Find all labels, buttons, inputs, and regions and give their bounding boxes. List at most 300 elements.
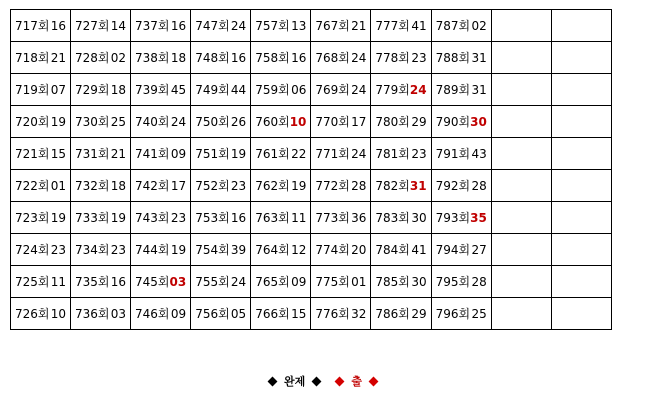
round-entry (191, 138, 250, 169)
round-entry (251, 10, 310, 41)
round-entry (432, 234, 491, 265)
round-entry (131, 106, 190, 137)
round-label: 743회 (135, 211, 170, 225)
empty-cell (491, 202, 551, 234)
table-cell (251, 266, 311, 298)
number-value: 21 (50, 50, 66, 65)
round-label: 719회 (15, 83, 50, 97)
round-label: 769회 (315, 83, 350, 97)
round-label: 741회 (135, 147, 170, 161)
number-value: 19 (230, 146, 247, 161)
round-label: 740회 (135, 115, 170, 129)
table-cell (431, 298, 491, 330)
round-entry (251, 202, 310, 233)
table-cell (131, 42, 191, 74)
number-value: 44 (230, 82, 247, 97)
table-cell (71, 170, 131, 202)
round-label: 733회 (75, 211, 110, 225)
round-label: 781회 (375, 147, 410, 161)
table-cell (11, 42, 71, 74)
number-value: 36 (351, 210, 367, 225)
number-value: 23 (50, 242, 66, 257)
number-value: 17 (351, 114, 367, 129)
round-label: 756회 (195, 307, 230, 321)
legend-label-complete: 완제 (284, 375, 306, 388)
table-cell (191, 298, 251, 330)
round-label: 758회 (255, 51, 290, 65)
empty-cell (491, 106, 551, 138)
round-label: 727회 (75, 19, 110, 33)
empty-cell (551, 10, 611, 42)
round-label: 754회 (195, 243, 230, 257)
round-label: 725회 (15, 275, 50, 289)
round-entry (131, 74, 190, 105)
table-cell (371, 234, 431, 266)
table-cell (11, 170, 71, 202)
black-diamond-icon (312, 376, 322, 386)
round-entry (251, 74, 310, 105)
table-cell (71, 106, 131, 138)
number-value: 06 (291, 82, 307, 97)
round-entry (371, 234, 430, 265)
table-cell (191, 170, 251, 202)
round-label: 789회 (435, 83, 471, 97)
round-label: 732회 (75, 179, 110, 193)
table-cell (311, 202, 371, 234)
round-entry (131, 298, 190, 329)
table-cell (131, 138, 191, 170)
round-entry (71, 170, 130, 201)
round-label: 784회 (375, 243, 410, 257)
table-cell (251, 202, 311, 234)
empty-cell (491, 298, 551, 330)
table-cell (311, 42, 371, 74)
number-value: 25 (471, 306, 487, 321)
number-value: 16 (291, 50, 307, 65)
number-value: 01 (50, 178, 66, 193)
number-value: 15 (50, 146, 66, 161)
table-cell (431, 106, 491, 138)
table-cell (71, 266, 131, 298)
round-label: 759회 (255, 83, 290, 97)
round-label: 761회 (255, 147, 290, 161)
round-label: 721회 (15, 147, 50, 161)
round-entry (71, 42, 130, 73)
number-value: 43 (471, 146, 487, 161)
round-label: 794회 (435, 243, 471, 257)
number-value: 27 (471, 242, 487, 257)
number-value: 12 (291, 242, 307, 257)
table-cell (431, 10, 491, 42)
round-entry (432, 42, 491, 73)
table-cell (311, 298, 371, 330)
round-entry (191, 10, 250, 41)
table-cell (11, 138, 71, 170)
number-value: 19 (291, 178, 307, 193)
round-label: 746회 (135, 307, 170, 321)
round-entry (191, 266, 250, 297)
number-value: 16 (110, 274, 126, 289)
number-value: 09 (291, 274, 307, 289)
number-value: 24 (230, 274, 247, 289)
table-cell (251, 42, 311, 74)
number-value: 20 (351, 242, 367, 257)
table-cell (371, 266, 431, 298)
round-entry (371, 202, 430, 233)
table-cell (11, 74, 71, 106)
round-entry (371, 74, 430, 105)
number-value: 01 (351, 274, 367, 289)
round-label: 730회 (75, 115, 110, 129)
table-row (11, 42, 612, 74)
round-entry (71, 298, 130, 329)
table-cell (311, 74, 371, 106)
round-entry (311, 202, 370, 233)
number-value: 02 (110, 50, 126, 65)
empty-cell (491, 42, 551, 74)
round-label: 739회 (135, 83, 170, 97)
number-value: 26 (230, 114, 247, 129)
table-row (11, 106, 612, 138)
round-entry (251, 42, 310, 73)
number-value: 10 (50, 306, 66, 321)
number-value: 16 (230, 210, 247, 225)
table-cell (11, 266, 71, 298)
table-cell (71, 138, 131, 170)
table-cell (11, 298, 71, 330)
round-entry (191, 298, 250, 329)
round-entry (432, 138, 491, 169)
number-value: 19 (110, 210, 126, 225)
table-row (11, 138, 612, 170)
table-cell (11, 234, 71, 266)
legend-label-out: 출 (351, 375, 362, 388)
table-row (11, 10, 612, 42)
number-value: 16 (50, 18, 66, 33)
number-value: 16 (170, 18, 187, 33)
table-cell (191, 106, 251, 138)
round-label: 734회 (75, 243, 110, 257)
empty-cell (491, 10, 551, 42)
round-entry (432, 202, 491, 233)
highlighted-number: 31 (409, 178, 427, 193)
number-grid-table (10, 9, 612, 330)
round-label: 779회 (375, 83, 410, 97)
table-row (11, 266, 612, 298)
round-label: 776회 (315, 307, 350, 321)
round-label: 778회 (375, 51, 410, 65)
number-value: 41 (411, 242, 427, 257)
round-label: 783회 (375, 211, 410, 225)
round-entry (11, 170, 70, 201)
number-value: 23 (230, 178, 247, 193)
round-entry (311, 298, 370, 329)
table-cell (71, 298, 131, 330)
round-label: 771회 (315, 147, 350, 161)
table-cell (371, 170, 431, 202)
number-value: 24 (170, 114, 187, 129)
table-row (11, 298, 612, 330)
round-label: 757회 (255, 19, 290, 33)
table-cell (71, 202, 131, 234)
table-cell (131, 202, 191, 234)
table-cell (131, 10, 191, 42)
table-cell (311, 266, 371, 298)
round-label: 796회 (435, 307, 471, 321)
number-value: 05 (230, 306, 247, 321)
table-cell (11, 10, 71, 42)
highlighted-number: 10 (289, 114, 307, 129)
round-entry (131, 170, 190, 201)
round-label: 791회 (435, 147, 471, 161)
table-row (11, 170, 612, 202)
round-label: 785회 (375, 275, 410, 289)
table-cell (311, 138, 371, 170)
number-value: 24 (351, 82, 367, 97)
round-label: 755회 (195, 275, 230, 289)
highlighted-number: 30 (470, 114, 487, 129)
table-cell (131, 170, 191, 202)
table-cell (431, 74, 491, 106)
round-entry (251, 234, 310, 265)
round-label: 738회 (135, 51, 170, 65)
table-cell (191, 42, 251, 74)
round-label: 763회 (255, 211, 290, 225)
round-entry (191, 106, 250, 137)
empty-cell (551, 202, 611, 234)
number-value: 13 (291, 18, 307, 33)
number-value: 18 (110, 178, 126, 193)
round-label: 752회 (195, 179, 230, 193)
round-label: 788회 (435, 51, 471, 65)
round-label: 728회 (75, 51, 110, 65)
round-label: 748회 (195, 51, 230, 65)
number-value: 09 (170, 306, 187, 321)
number-value: 31 (471, 82, 487, 97)
round-entry (71, 10, 130, 41)
number-value: 19 (50, 114, 66, 129)
round-entry (371, 266, 430, 297)
round-entry (11, 74, 70, 105)
number-value: 24 (351, 50, 367, 65)
round-label: 742회 (135, 179, 170, 193)
number-value: 21 (351, 18, 367, 33)
table-cell (311, 170, 371, 202)
round-entry (311, 42, 370, 73)
round-label: 722회 (15, 179, 50, 193)
round-label: 792회 (435, 179, 471, 193)
round-label: 786회 (375, 307, 410, 321)
table-cell (191, 74, 251, 106)
table-cell (371, 202, 431, 234)
round-entry (311, 106, 370, 137)
number-value: 09 (170, 146, 187, 161)
round-label: 782회 (375, 179, 410, 193)
table-cell (71, 10, 131, 42)
table-cell (191, 10, 251, 42)
red-diamond-icon (335, 376, 345, 386)
table-cell (251, 74, 311, 106)
round-entry (432, 298, 491, 329)
round-entry (71, 202, 130, 233)
round-label: 768회 (315, 51, 350, 65)
round-label: 718회 (15, 51, 50, 65)
number-value: 03 (110, 306, 126, 321)
round-label: 787회 (435, 19, 471, 33)
number-value: 29 (411, 114, 427, 129)
round-entry (11, 138, 70, 169)
empty-cell (551, 74, 611, 106)
table-cell (371, 42, 431, 74)
empty-cell (551, 138, 611, 170)
round-entry (371, 298, 430, 329)
number-value: 24 (230, 18, 247, 33)
round-entry (191, 42, 250, 73)
number-value: 31 (471, 50, 487, 65)
number-value: 23 (411, 146, 427, 161)
table-cell (131, 74, 191, 106)
table-cell (251, 234, 311, 266)
number-value: 28 (351, 178, 367, 193)
round-label: 729회 (75, 83, 110, 97)
round-entry (11, 266, 70, 297)
table-cell (71, 234, 131, 266)
number-value: 41 (411, 18, 427, 33)
table-cell (311, 106, 371, 138)
round-label: 762회 (255, 179, 290, 193)
table-cell (431, 42, 491, 74)
number-value: 19 (50, 210, 66, 225)
table-cell (371, 10, 431, 42)
round-label: 790회 (435, 115, 471, 129)
number-value: 25 (110, 114, 126, 129)
round-entry (432, 74, 491, 105)
number-value: 15 (291, 306, 307, 321)
empty-cell (551, 106, 611, 138)
table-cell (371, 138, 431, 170)
round-entry (251, 138, 310, 169)
number-value: 32 (351, 306, 367, 321)
table-row (11, 234, 612, 266)
round-label: 766회 (255, 307, 290, 321)
number-value: 23 (110, 242, 126, 257)
number-value: 11 (291, 210, 307, 225)
round-label: 795회 (435, 275, 471, 289)
round-label: 744회 (135, 243, 170, 257)
table-cell (191, 266, 251, 298)
round-entry (251, 106, 310, 137)
round-label: 724회 (15, 243, 50, 257)
table-cell (431, 234, 491, 266)
round-entry (311, 266, 370, 297)
table-row (11, 74, 612, 106)
round-entry (432, 266, 491, 297)
highlighted-number: 03 (169, 274, 187, 289)
number-value: 29 (411, 306, 427, 321)
round-entry (131, 10, 190, 41)
round-entry (11, 10, 70, 41)
round-entry (71, 138, 130, 169)
round-label: 717회 (15, 19, 50, 33)
round-entry (371, 106, 430, 137)
table-cell (251, 170, 311, 202)
round-entry (131, 138, 190, 169)
round-entry (311, 170, 370, 201)
table-cell (131, 106, 191, 138)
round-label: 770회 (315, 115, 350, 129)
number-value: 30 (411, 210, 427, 225)
round-label: 737회 (135, 19, 170, 33)
round-label: 720회 (15, 115, 50, 129)
round-entry (11, 298, 70, 329)
round-label: 753회 (195, 211, 230, 225)
table-cell (191, 234, 251, 266)
number-value: 17 (170, 178, 187, 193)
round-entry (191, 202, 250, 233)
table-cell (251, 138, 311, 170)
table-cell (431, 138, 491, 170)
number-value: 23 (170, 210, 187, 225)
round-label: 750회 (195, 115, 230, 129)
round-entry (191, 74, 250, 105)
round-label: 772회 (315, 179, 350, 193)
round-label: 773회 (315, 211, 350, 225)
empty-cell (551, 266, 611, 298)
highlighted-number: 35 (470, 210, 487, 225)
table-cell (371, 106, 431, 138)
empty-cell (491, 138, 551, 170)
round-entry (432, 170, 491, 201)
round-label: 767회 (315, 19, 350, 33)
table-cell (251, 10, 311, 42)
empty-cell (551, 170, 611, 202)
empty-cell (491, 266, 551, 298)
table-cell (251, 298, 311, 330)
legend (0, 373, 646, 389)
table-cell (11, 106, 71, 138)
round-entry (371, 170, 430, 201)
empty-cell (551, 234, 611, 266)
table-cell (131, 234, 191, 266)
table-cell (191, 138, 251, 170)
table-cell (11, 202, 71, 234)
round-label: 765회 (255, 275, 290, 289)
round-entry (11, 202, 70, 233)
round-label: 780회 (375, 115, 410, 129)
round-entry (71, 106, 130, 137)
round-label: 760회 (255, 115, 290, 129)
round-entry (191, 234, 250, 265)
table-cell (71, 42, 131, 74)
round-entry (131, 42, 190, 73)
round-label: 745회 (135, 275, 170, 289)
number-value: 45 (170, 82, 187, 97)
round-entry (311, 10, 370, 41)
table-cell (311, 10, 371, 42)
number-value: 18 (170, 50, 187, 65)
number-value: 16 (230, 50, 247, 65)
round-entry (311, 74, 370, 105)
number-value: 23 (411, 50, 427, 65)
table-cell (191, 202, 251, 234)
black-diamond-icon (268, 376, 278, 386)
round-label: 723회 (15, 211, 50, 225)
number-grid-body (11, 10, 612, 330)
table-cell (431, 266, 491, 298)
round-entry (251, 266, 310, 297)
number-value: 07 (50, 82, 66, 97)
empty-cell (491, 74, 551, 106)
